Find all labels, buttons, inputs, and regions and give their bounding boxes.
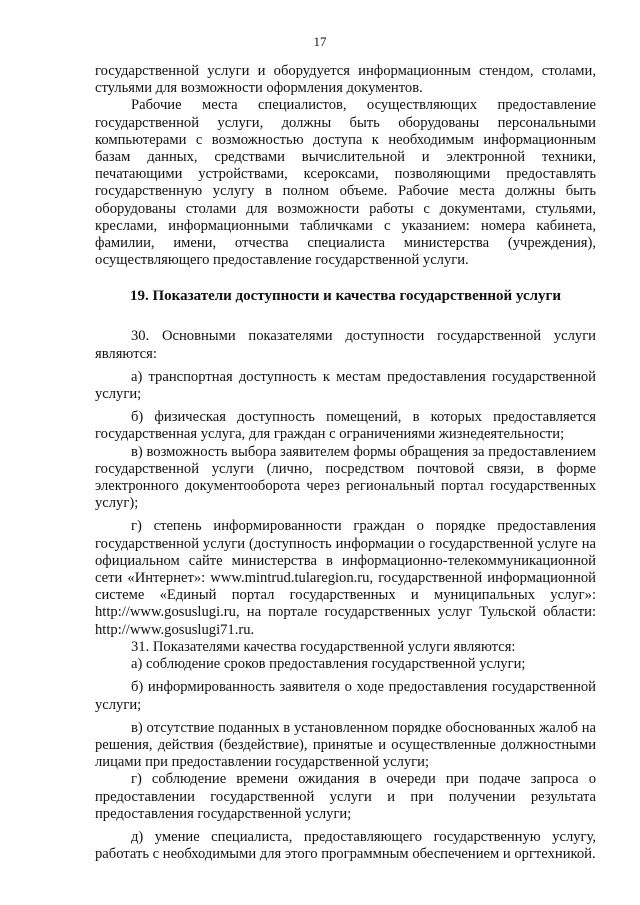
clause-31-g: г) соблюдение времени ожидания в очереди при подаче запроса о предоставлении государственной услуги и при получении результата предоставления государственной услуги; (95, 771, 596, 822)
document-body (95, 63, 596, 863)
clause-30-a: а) транспортная доступность к местам предоставления государственной услуги; (95, 368, 596, 403)
clause-31-a: а) соблюдение сроков предоставления государственной услуги; (131, 656, 526, 673)
paragraph-workplaces: Рабочие места специалистов, осуществляющих предоставление государственной услуги, должны быть оборудованы персональными компьютерами с возможностью доступа к необходимым информационным базам данных, средствами вычислительной и электронной техники, печатающими устройствами, ксероксами, позволяющими предоставлять государственную услугу в полном объеме. Рабочие места должны быть оборудованы столами для возможности работы с документами, стульями, креслами, информационными табличками с указанием: номера кабинета, фамилии, имени, отчества специалиста министерства (учреждения), осуществляющего предоставление государственной услуги. (95, 97, 596, 269)
clause-31-intro: 31. Показателями качества государственной услуги являются: (131, 638, 516, 655)
paragraph-continuation: государственной услуги и оборудуется информационным стендом, столами, стульями для возможности оформления документов. (95, 63, 596, 97)
clause-30-intro: 30. Основными показателями доступности государственной услуги являются: (95, 328, 596, 362)
clause-30-g: г) степень информированности граждан о порядке предоставления государственной услуги (доступность информации о государственной услуге на официальном сайте министерства в информационно-телекоммуникационной сети «Интернет»: www.mintrud.tularegion.ru, государственной информационной системе «Единый портал государственных и муниципальных услуг»: http://www.gosuslugi.ru, на портале государственных услуг Тульской области: http://www.gosuslugi71.ru. (95, 518, 596, 638)
clause-31-d: д) умение специалиста, предоставляющего государственную услугу, работать с необходимыми для этого программным обеспечением и оргтехникой. (95, 828, 596, 863)
clause-31-v: в) отсутствие поданных в установленном порядке обоснованных жалоб на решения, действия (бездействие), принятые и осуществленные должностными лицами при предоставлении государственной услуги; (95, 719, 596, 771)
clause-31-b: б) информированность заявителя о ходе предоставления государственной услуги; (95, 679, 596, 713)
section-heading: 19. Показатели доступности и качества государственной услуги (130, 288, 561, 305)
clause-30-b: б) физическая доступность помещений, в которых предоставляется государственная услуга, для граждан с ограничениями жизнедеятельности; (95, 409, 596, 443)
clause-30-v: в) возможность выбора заявителем формы обращения за предоставлением государственной услуги (лично, посредством почтовой связи, в форме электронного документооборота через региональный портал государственных услуг); (95, 443, 596, 512)
page-number: 17 (313, 34, 327, 49)
